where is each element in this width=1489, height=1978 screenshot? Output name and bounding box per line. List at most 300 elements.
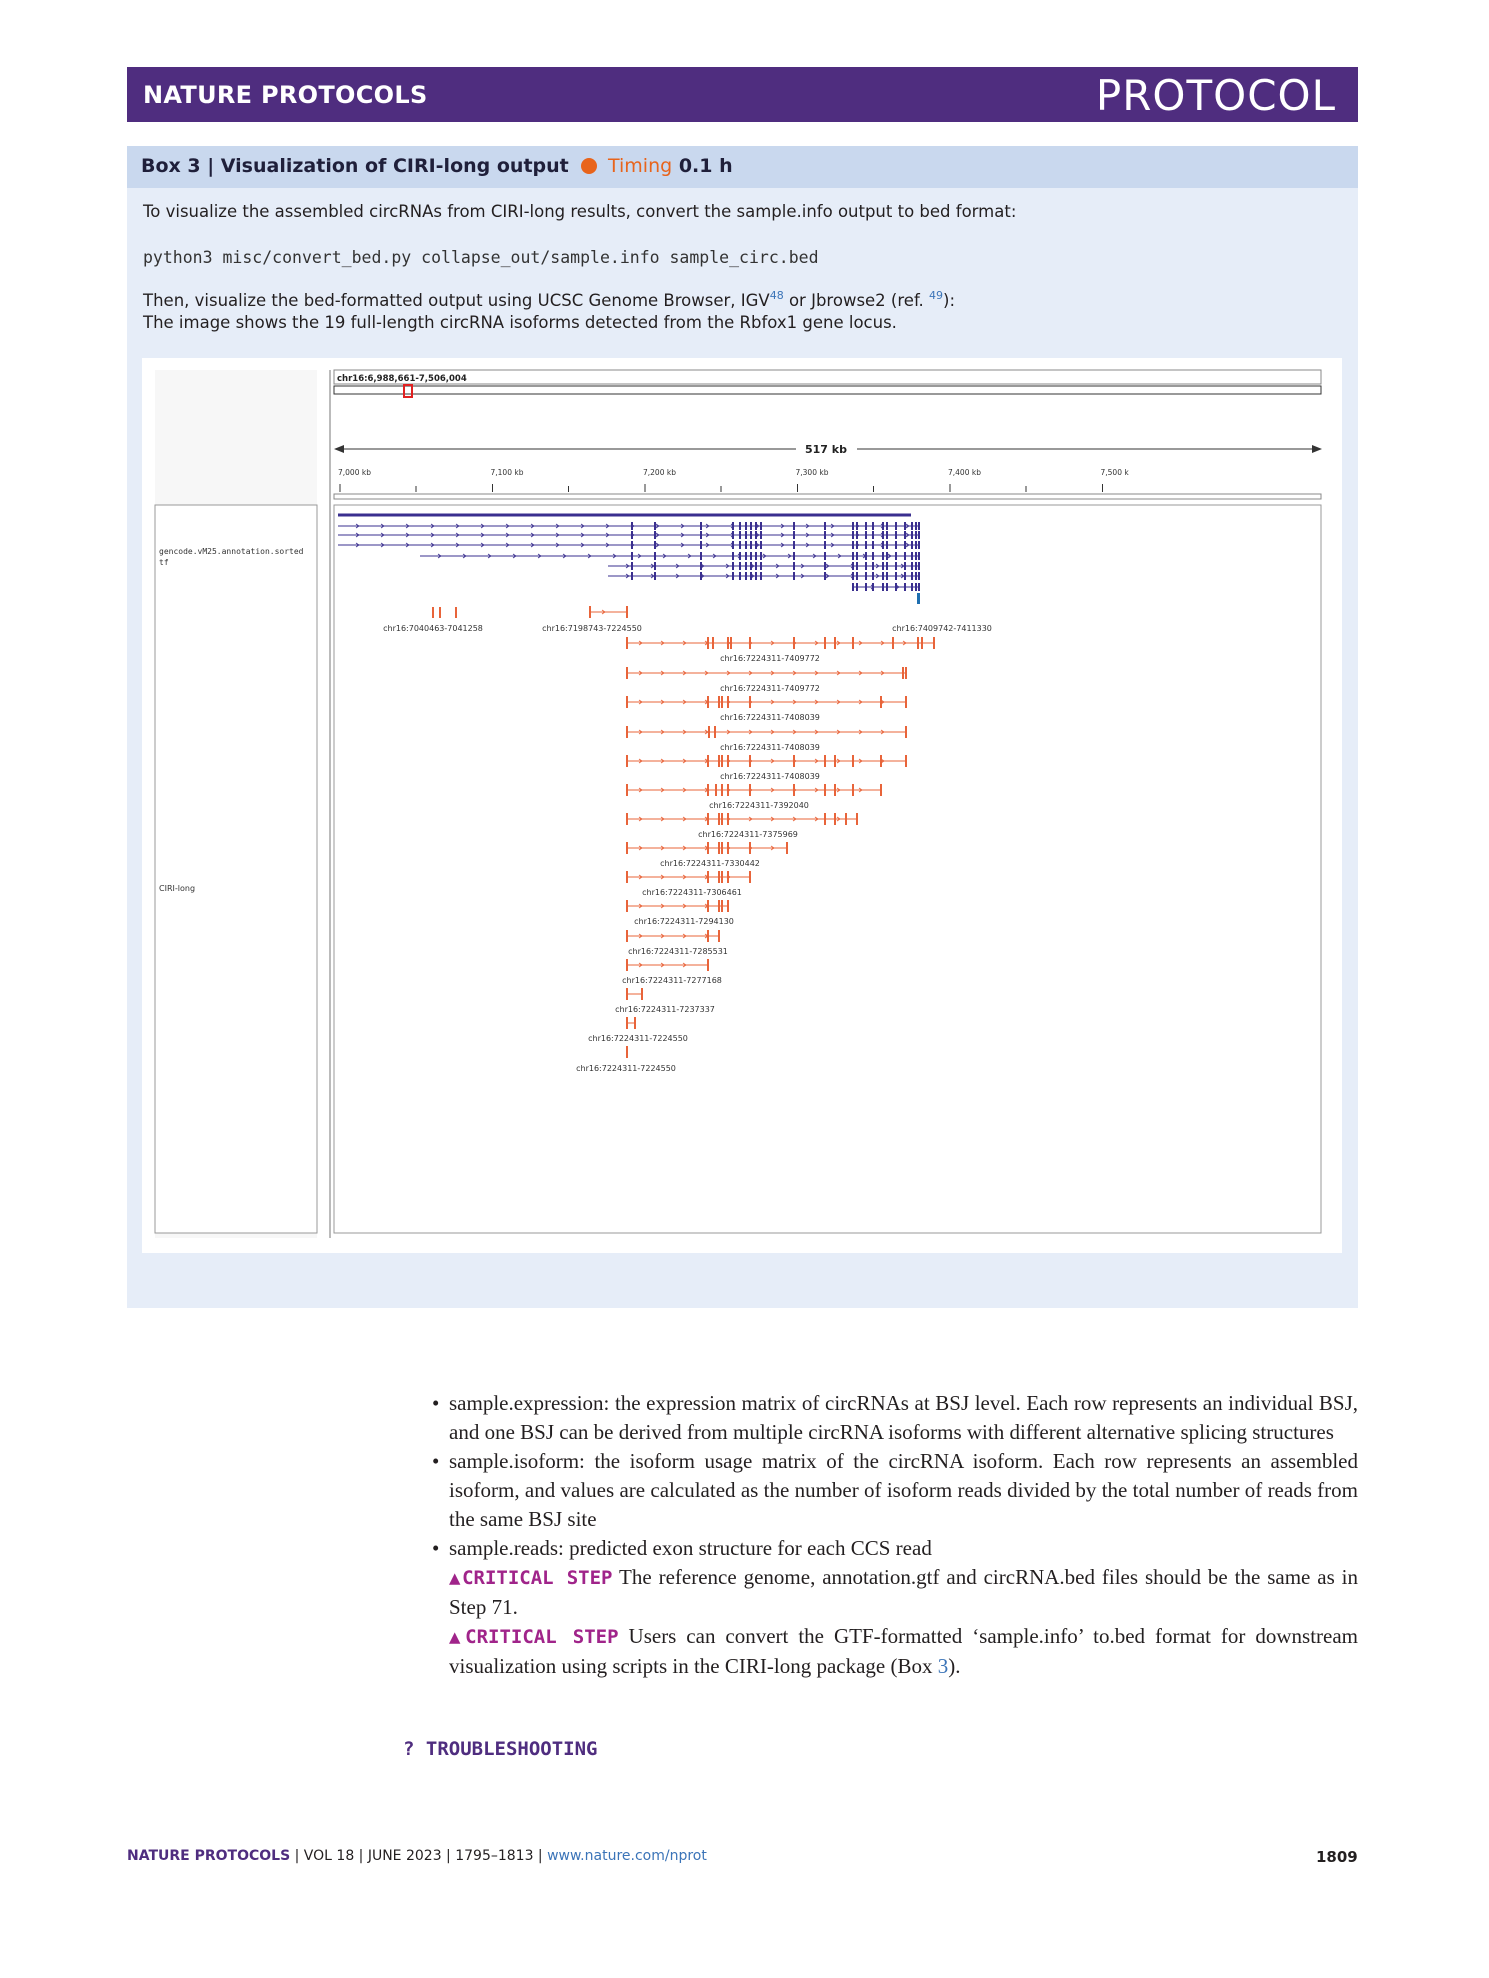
exon: [824, 562, 826, 570]
circrna-exon: [721, 755, 723, 767]
circrna-exon: [626, 988, 628, 1000]
article-type: PROTOCOL: [1095, 71, 1336, 120]
exon: [918, 522, 920, 530]
track-name-annotation-suffix: tf: [159, 558, 169, 567]
circrna-exon: [727, 755, 729, 767]
exon: [911, 531, 913, 539]
circrna-exon: [852, 755, 854, 767]
exon: [856, 541, 858, 549]
isoform-label: chr16:7040463-7041258: [383, 624, 483, 633]
circrna-exon: [707, 930, 709, 942]
exon: [904, 522, 906, 530]
isoform-label: chr16:7224311-7408039: [720, 772, 820, 781]
exon: [760, 531, 762, 539]
circrna-exon: [730, 637, 732, 649]
box-intro-text: To visualize the assembled circRNAs from CIRI-long results, convert the sample.info output to bed format:: [143, 202, 1017, 221]
exon: [918, 572, 920, 580]
then-prefix: Then, visualize the bed-formatted output using UCSC Genome Browser, IGV: [143, 291, 770, 310]
circrna-exon: [727, 871, 729, 883]
exon: [755, 522, 757, 530]
critical-step-1: [430, 1563, 1358, 1622]
exon: [760, 522, 762, 530]
circrna-exon: [852, 637, 854, 649]
exon: [750, 541, 752, 549]
exon: [732, 562, 734, 570]
isoform-label: chr16:7224311-7277168: [622, 976, 722, 985]
exon: [654, 552, 656, 560]
circrna-exon: [921, 637, 923, 649]
exon: [631, 522, 633, 530]
exon: [856, 522, 858, 530]
circrna-exon: [626, 1017, 628, 1029]
circrna-exon: [933, 637, 935, 649]
circrna-exon: [852, 784, 854, 796]
circrna-exon: [749, 696, 751, 708]
locus-bar: [334, 370, 1321, 384]
circrna-exon: [715, 784, 717, 796]
circrna-exon: [902, 667, 904, 679]
exon: [750, 572, 752, 580]
ref-jbrowse[interactable]: 49: [929, 289, 944, 302]
exon: [915, 522, 917, 530]
isoform-label: chr16:7409742-7411330: [892, 624, 992, 633]
circrna-exon: [749, 755, 751, 767]
critical-step-label: ▲CRITICAL STEP: [449, 1567, 613, 1589]
circrna-exon: [793, 784, 795, 796]
circrna-exon: [718, 696, 720, 708]
exon: [755, 572, 757, 580]
circrna-exon: [707, 959, 709, 971]
circrna-exon: [626, 813, 628, 825]
exon: [904, 541, 906, 549]
footer-journal: NATURE PROTOCOLS: [127, 1848, 291, 1864]
circrna-exon: [589, 606, 591, 618]
circrna-exon: [718, 900, 720, 912]
exon: [631, 541, 633, 549]
exon: [739, 522, 741, 530]
circrna-exon: [432, 607, 434, 618]
exon: [872, 552, 874, 560]
circrna-exon: [721, 900, 723, 912]
isoform-label: chr16:7224311-7224550: [588, 1034, 688, 1043]
isoform-label: chr16:7224311-7224550: [576, 1064, 676, 1073]
track-name-ciri-long[interactable]: CIRI-long: [159, 884, 196, 893]
exon: [852, 572, 854, 580]
circrna-exon: [824, 784, 826, 796]
circrna-exon: [727, 842, 729, 854]
exon: [654, 562, 656, 570]
exon: [793, 531, 795, 539]
circrna-exon: [718, 842, 720, 854]
critical-step-label: ▲CRITICAL STEP: [449, 1626, 619, 1648]
list-item: • sample.isoform: the isoform usage matrix of the circRNA isoform. Each row represents an assembled isoform, and values are calculated as the number of isoform reads divided by the total number of reads from the same BSJ site: [430, 1447, 1358, 1534]
then-suffix: ):: [943, 291, 956, 310]
exon: [700, 562, 702, 570]
exon: [852, 541, 854, 549]
exon: [745, 522, 747, 530]
exon: [918, 541, 920, 549]
isoform-label: chr16:7198743-7224550: [542, 624, 642, 633]
box-label: Box 3 | Visualization of CIRI-long output: [141, 155, 569, 177]
exon: [745, 552, 747, 560]
circrna-exon: [824, 637, 826, 649]
exon: [793, 562, 795, 570]
exon: [882, 552, 884, 560]
footer: [127, 1848, 707, 1864]
journal-name: NATURE PROTOCOLS: [143, 81, 428, 109]
exon: [852, 522, 854, 530]
circrna-exon: [905, 696, 907, 708]
exon: [895, 541, 897, 549]
critical-step-text: The reference genome, annotation.gtf and circRNA.bed files should be the same as in Step 71.: [449, 1565, 1358, 1619]
exon: [915, 572, 917, 580]
exon: [793, 541, 795, 549]
ruler-tick-label: 7,000 kb: [338, 468, 371, 477]
circrna-exon: [845, 813, 847, 825]
exon: [824, 552, 826, 560]
exon: [852, 531, 854, 539]
exon: [700, 531, 702, 539]
exon: [918, 562, 920, 570]
exon: [895, 583, 897, 591]
circrna-exon: [626, 959, 628, 971]
output-file-list: [430, 1389, 1358, 1681]
exon: [915, 541, 917, 549]
exon: [895, 562, 897, 570]
circrna-exon: [626, 606, 628, 618]
exon: [631, 562, 633, 570]
timing-dot-icon: [581, 158, 597, 174]
exon: [824, 572, 826, 580]
exon: [856, 572, 858, 580]
circrna-exon: [708, 726, 710, 738]
exon: [852, 552, 854, 560]
exon: [911, 522, 913, 530]
circrna-exon: [707, 784, 709, 796]
exon: [654, 522, 656, 530]
locus-text: chr16:6,988,661-7,506,004: [337, 374, 467, 384]
exon: [631, 531, 633, 539]
box-reference-link[interactable]: 3: [937, 1654, 949, 1678]
exon: [745, 541, 747, 549]
circrna-exon: [727, 900, 729, 912]
isoform-label: chr16:7224311-7408039: [720, 743, 820, 752]
exon: [882, 541, 884, 549]
box-title: [141, 155, 733, 177]
box-title-bar: [127, 146, 1358, 188]
exon: [865, 572, 867, 580]
circrna-exon: [626, 726, 628, 738]
circrna-exon: [749, 871, 751, 883]
chromosome-ideogram: [334, 386, 1321, 394]
circrna-exon: [786, 842, 788, 854]
exon: [882, 583, 884, 591]
circrna-exon: [714, 726, 716, 738]
exon: [918, 583, 920, 591]
exon: [882, 572, 884, 580]
exon: [895, 531, 897, 539]
list-item: • sample.reads: predicted exon structure for each CCS read: [430, 1534, 1358, 1563]
exon: [904, 583, 906, 591]
exon: [700, 572, 702, 580]
track-name-annotation[interactable]: gencode.vM25.annotation.sorted: [159, 547, 304, 556]
exon: [911, 572, 913, 580]
exon: [739, 541, 741, 549]
footer-url-link[interactable]: www.nature.com/nprot: [547, 1848, 707, 1864]
footer-details: | VOL 18 | JUNE 2023 | 1795–1813 |: [290, 1848, 548, 1864]
exon: [895, 572, 897, 580]
exon: [872, 522, 874, 530]
span-label: 517 kb: [805, 443, 847, 456]
circrna-exon: [626, 696, 628, 708]
exon: [886, 583, 888, 591]
exon: [865, 552, 867, 560]
circrna-exon: [634, 1017, 636, 1029]
exon: [631, 572, 633, 580]
list-item: • sample.expression: the expression matrix of circRNAs at BSJ level. Each row represents an individual BSJ, and one BSJ can be derived from multiple circRNA isoforms with different alternative splicing structures: [430, 1389, 1358, 1447]
circrna-exon: [439, 607, 441, 618]
ruler-tick-label: 7,200 kb: [643, 468, 676, 477]
circrna-exon: [721, 813, 723, 825]
exon: [739, 531, 741, 539]
isoform-label: chr16:7224311-7409772: [720, 654, 820, 663]
exon: [732, 552, 734, 560]
journal-header-band: [127, 67, 1358, 122]
circrna-exon: [856, 813, 858, 825]
exon: [750, 562, 752, 570]
circrna-exon: [626, 637, 628, 649]
exon: [739, 552, 741, 560]
circrna-exon: [727, 637, 729, 649]
circrna-exon: [707, 900, 709, 912]
exon: [886, 541, 888, 549]
circrna-exon: [749, 637, 751, 649]
ruler-tick-label: 7,100 kb: [490, 468, 524, 477]
exon: [755, 531, 757, 539]
exon: [865, 531, 867, 539]
exon: [886, 522, 888, 530]
circrna-exon: [626, 930, 628, 942]
exon: [732, 531, 734, 539]
circrna-exon: [880, 755, 882, 767]
exon: [824, 541, 826, 549]
critical-step-2: [430, 1622, 1358, 1681]
isoform-label: chr16:7224311-7409772: [720, 684, 820, 693]
exon: [895, 522, 897, 530]
exon: [872, 572, 874, 580]
circrna-exon: [712, 637, 714, 649]
exon: [911, 541, 913, 549]
circrna-exon: [834, 637, 836, 649]
isoform-label: chr16:7224311-7294130: [634, 917, 734, 926]
critical-step-text: Users can convert the GTF-formatted ‘sample.info’ to.bed format for downstream visualization using scripts in the CIRI-long package (Box: [449, 1624, 1359, 1678]
exon: [732, 522, 734, 530]
circrna-exon: [718, 930, 720, 942]
circrna-exon: [824, 813, 826, 825]
exon: [872, 583, 874, 591]
circrna-exon: [707, 637, 709, 649]
exon: [904, 562, 906, 570]
circrna-exon: [707, 755, 709, 767]
critical-step-text-end: ).: [948, 1654, 961, 1678]
ruler-tick-label: 7,400 kb: [948, 468, 981, 477]
data-panel: [334, 505, 1321, 1233]
span-arrow-left-icon: [334, 445, 344, 453]
exon: [755, 562, 757, 570]
exon: [865, 583, 867, 591]
circrna-exon: [626, 900, 628, 912]
ruler-divider: [334, 494, 1321, 499]
timing-label: Timing: [608, 155, 673, 177]
circrna-exon: [707, 813, 709, 825]
circrna-exon: [626, 755, 628, 767]
exon: [915, 562, 917, 570]
exon: [911, 562, 913, 570]
circrna-exon: [721, 871, 723, 883]
circrna-exon: [834, 784, 836, 796]
code-command: python3 misc/convert_bed.py collapse_out/sample.info sample_circ.bed: [143, 248, 819, 267]
circrna-exon: [880, 696, 882, 708]
exon: [745, 562, 747, 570]
exon: [700, 522, 702, 530]
exon: [915, 583, 917, 591]
name-panel-box: [155, 505, 317, 1233]
circrna-exon: [626, 842, 628, 854]
exon: [760, 541, 762, 549]
exon: [793, 572, 795, 580]
timing-value: 0.1 h: [678, 155, 733, 177]
exon: [895, 552, 897, 560]
circrna-exon: [793, 637, 795, 649]
exon: [911, 583, 913, 591]
circrna-exon: [455, 607, 457, 618]
igv-browser-figure: [142, 358, 1342, 1253]
exon: [654, 572, 656, 580]
exon: [886, 552, 888, 560]
circrna-exon: [749, 784, 751, 796]
circrna-exon: [905, 726, 907, 738]
circrna-exon: [793, 755, 795, 767]
circrna-exon: [721, 784, 723, 796]
isoform-label: chr16:7224311-7306461: [642, 888, 742, 897]
ruler-tick-label: 7,500 k: [1100, 468, 1129, 477]
igv-canvas: [142, 358, 1342, 1253]
circrna-exon: [626, 871, 628, 883]
exon: [915, 531, 917, 539]
circrna-exon: [721, 696, 723, 708]
circrna-exon: [727, 813, 729, 825]
exon: [856, 583, 858, 591]
exon: [750, 552, 752, 560]
exon: [745, 572, 747, 580]
exon: [856, 531, 858, 539]
isoform-label: chr16:7224311-7237337: [615, 1005, 715, 1014]
exon: [865, 522, 867, 530]
exon: [793, 522, 795, 530]
circrna-exon: [834, 813, 836, 825]
exon: [732, 572, 734, 580]
isoform-label: chr16:7224311-7408039: [720, 713, 820, 722]
circrna-exon: [626, 1046, 628, 1058]
circrna-exon: [905, 755, 907, 767]
exon: [760, 562, 762, 570]
exon: [918, 531, 920, 539]
exon: [760, 552, 762, 560]
exon: [904, 531, 906, 539]
exon: [904, 552, 906, 560]
isoform-label: chr16:7224311-7392040: [709, 801, 809, 810]
figure-caption: The image shows the 19 full-length circRNA isoforms detected from the Rbfox1 gene locus.: [143, 313, 897, 332]
exon: [793, 552, 795, 560]
circrna-exon: [721, 842, 723, 854]
circrna-exon: [749, 842, 751, 854]
isoform-label: chr16:7224311-7330442: [660, 859, 760, 868]
exon: [700, 541, 702, 549]
circrna-exon: [707, 871, 709, 883]
circrna-exon: [707, 842, 709, 854]
exon: [760, 572, 762, 580]
exon: [852, 583, 854, 591]
circrna-exon: [707, 696, 709, 708]
exon: [872, 562, 874, 570]
exon: [856, 552, 858, 560]
exon: [918, 552, 920, 560]
ruler-tick-label: 7,300 kb: [795, 468, 829, 477]
circrna-exon: [727, 696, 729, 708]
circrna-exon: [880, 784, 882, 796]
exon: [755, 552, 757, 560]
circrna-exon: [917, 637, 919, 649]
circrna-exon: [905, 667, 907, 679]
exon: [750, 522, 752, 530]
troubleshooting-heading: ? TROUBLESHOOTING: [403, 1738, 598, 1760]
exon: [872, 531, 874, 539]
exon: [872, 541, 874, 549]
ref-igv[interactable]: 48: [769, 289, 784, 302]
isoform-label: chr16:7224311-7375969: [698, 830, 798, 839]
exon: [732, 541, 734, 549]
circrna-exon: [718, 871, 720, 883]
exon: [739, 572, 741, 580]
exon: [852, 562, 854, 570]
circrna-exon: [718, 755, 720, 767]
exon: [755, 541, 757, 549]
circrna-exon: [641, 988, 643, 1000]
circrna-exon: [824, 755, 826, 767]
exon: [904, 572, 906, 580]
exon: [700, 552, 702, 560]
circrna-exon: [834, 755, 836, 767]
exon: [750, 531, 752, 539]
exon: [856, 562, 858, 570]
exon: [631, 552, 633, 560]
then-mid: or Jbrowse2 (ref.: [783, 291, 930, 310]
circrna-exon: [626, 667, 628, 679]
exon: [824, 531, 826, 539]
exon: [886, 572, 888, 580]
circrna-exon: [626, 784, 628, 796]
exon: [654, 541, 656, 549]
circrna-exon: [892, 637, 894, 649]
exon: [882, 562, 884, 570]
exon: [911, 552, 913, 560]
exon: [886, 531, 888, 539]
circrna-exon: [727, 784, 729, 796]
span-arrow-right-icon: [1312, 445, 1322, 453]
exon: [865, 562, 867, 570]
exon: [745, 531, 747, 539]
isoform-label: chr16:7224311-7285531: [628, 947, 728, 956]
